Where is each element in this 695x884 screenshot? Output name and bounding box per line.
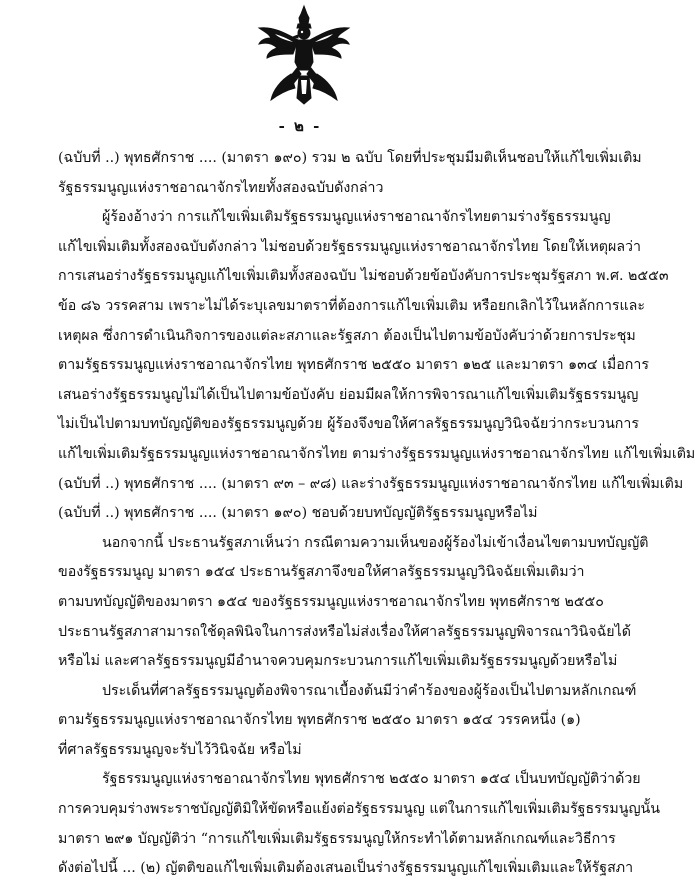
text-line: การเสนอร่างรัฐธรรมนูญแก้ไขเพิ่มเติมทั้งสองฉบับ ไม่ชอบด้วยข้อบังคับการประชุมรัฐสภา พ.ศ. ๒๕๕๓	[58, 268, 669, 285]
text-line: หรือไม่ และศาลรัฐธรรมนูญมีอำนาจควบคุมกระบวนการแก้ไขเพิ่มเติมรัฐธรรมนูญด้วยหรือไม่	[58, 653, 618, 670]
text-line: รัฐธรรมนูญแห่งราชอาณาจักรไทย พุทธศักราช ๒๕๕๐ มาตรา ๑๕๔ เป็นบทบัญญัติว่าด้วย	[102, 771, 641, 788]
text-line: ดังต่อไปนี้ ... (๒) ญัตติขอแก้ไขเพิ่มเติมต้องเสนอเป็นร่างรัฐธรรมนูญแก้ไขเพิ่มเติมและให้รัฐสภา	[58, 860, 634, 877]
text-line: การควบคุมร่างพระราชบัญญัติมิให้ขัดหรือแย้งต่อรัฐธรรมนูญ แต่ในการแก้ไขเพิ่มเติมรัฐธรรมนูญนั้น	[58, 801, 660, 818]
text-line: (ฉบับที่ ..) พุทธศักราช .... (มาตรา ๙๓ – ๙๘) และร่างรัฐธรรมนูญแห่งราชอาณาจักรไทย แก้ไขเพิ่มเติม	[58, 475, 684, 492]
text-line: เหตุผล ซึ่งการดำเนินกิจการของแต่ละสภาและรัฐสภา ต้องเป็นไปตามข้อบังคับว่าด้วยการประชุม	[58, 327, 636, 344]
paragraph	[58, 677, 637, 766]
text-line: (ฉบับที่ ..) พุทธศักราช .... (มาตรา ๑๙๐) ชอบด้วยบทบัญญัติรัฐธรรมนูญหรือไม่	[58, 505, 538, 522]
text-line: ของรัฐธรรมนูญ มาตรา ๑๕๔ ประธานรัฐสภาจึงขอให้ศาลรัฐธรรมนูญวินิจฉัยเพิ่มเติมว่า	[58, 564, 585, 581]
document-body	[58, 144, 695, 884]
text-line: ประธานรัฐสภาสามารถใช้ดุลพินิจในการส่งหรือไม่ส่งเรื่องให้ศาลรัฐธรรมนูญพิจารณาวินิจฉัยได้	[58, 623, 631, 640]
paragraph	[58, 765, 660, 883]
text-line: รัฐธรรมนูญแห่งราชอาณาจักรไทยทั้งสองฉบับดังกล่าว	[58, 179, 384, 196]
text-line: เสนอร่างรัฐธรรมนูญไม่ได้เป็นไปตามข้อบังคับ ย่อมมีผลให้การพิจารณาแก้ไขเพิ่มเติมรัฐธรรมนูญ	[58, 386, 639, 403]
text-line: ที่ศาลรัฐธรรมนูญจะรับไว้วินิจฉัย หรือไม่	[58, 741, 302, 758]
page-number: - ๒ -	[278, 117, 322, 135]
text-line: ตามบทบัญญัติของมาตรา ๑๕๔ ของรัฐธรรมนูญแห่งราชอาณาจักรไทย พุทธศักราช ๒๕๕๐	[58, 593, 604, 610]
garuda-emblem-icon	[255, 4, 353, 106]
paragraph	[58, 144, 642, 203]
text-line: นอกจากนี้ ประธานรัฐสภาเห็นว่า กรณีตามความเห็นของผู้ร้องไม่เข้าเงื่อนไขตามบทบัญญัติ	[102, 534, 649, 551]
text-line: ตามรัฐธรรมนูญแห่งราชอาณาจักรไทย พุทธศักราช ๒๕๕๐ มาตรา ๑๒๕ และมาตรา ๑๓๔ เมื่อการ	[58, 357, 649, 374]
text-line: (ฉบับที่ ..) พุทธศักราช .... (มาตรา ๑๙๐) รวม ๒ ฉบับ โดยที่ประชุมมีมติเห็นชอบให้แก้ไขเพิ่มเติม	[58, 150, 642, 166]
text-line: ผู้ร้องอ้างว่า การแก้ไขเพิ่มเติมรัฐธรรมนูญแห่งราชอาณาจักรไทยตามร่างรัฐธรรมนูญ	[102, 209, 611, 226]
text-line: ข้อ ๘๖ วรรคสาม เพราะไม่ได้ระบุเลขมาตราที่ต้องการแก้ไขเพิ่มเติม หรือยกเลิกไว้ในหลักการและ	[58, 297, 645, 314]
paragraph	[58, 203, 695, 529]
text-line: มาตรา ๒๙๑ บัญญัติว่า “การแก้ไขเพิ่มเติมรัฐธรรมนูญให้กระทำได้ตามหลักเกณฑ์และวิธีการ	[58, 830, 616, 847]
text-line: แก้ไขเพิ่มเติมทั้งสองฉบับดังกล่าว ไม่ชอบด้วยรัฐธรรมนูญแห่งราชอาณาจักรไทย โดยให้เหตุผลว่า	[58, 238, 641, 255]
text-line: ไม่เป็นไปตามบทบัญญัติของรัฐธรรมนูญด้วย ผู้ร้องจึงขอให้ศาลรัฐธรรมนูญวินิจฉัยว่ากระบวนการ	[58, 416, 639, 433]
paragraph	[58, 529, 649, 677]
text-line: แก้ไขเพิ่มเติมรัฐธรรมนูญแห่งราชอาณาจักรไทย ตามร่างรัฐธรรมนูญแห่งราชอาณาจักรไทย แก้ไขเพิ่มเติม	[58, 445, 695, 462]
text-line: ประเด็นที่ศาลรัฐธรรมนูญต้องพิจารณาเบื้องต้นมีว่าคำร้องของผู้ร้องเป็นไปตามหลักเกณฑ์	[102, 682, 637, 699]
text-line: ตามรัฐธรรมนูญแห่งราชอาณาจักรไทย พุทธศักราช ๒๕๕๐ มาตรา ๑๕๔ วรรคหนึ่ง (๑)	[58, 712, 581, 729]
